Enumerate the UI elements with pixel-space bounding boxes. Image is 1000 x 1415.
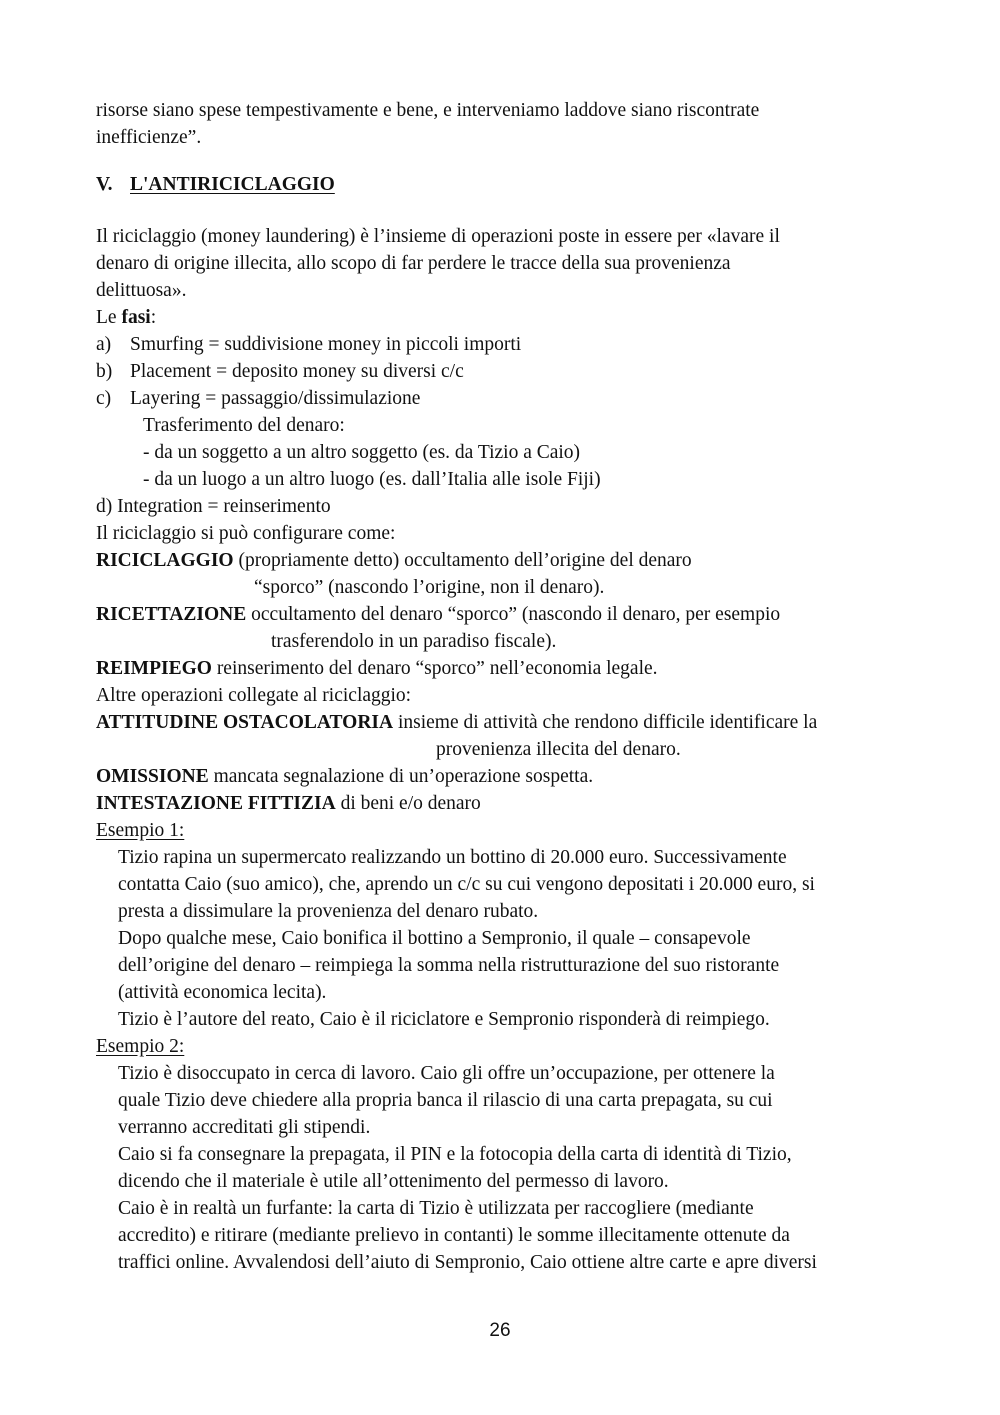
transfer-title: Trasferimento del denaro: bbox=[143, 415, 345, 436]
term-riciclaggio: RICICLAGGIO (propriamente detto) occultamento dell’origine del denaro bbox=[96, 550, 692, 571]
example-line: traffici online. Avvalendosi dell’aiuto di Sempronio, Caio ottiene altre carte e apre diversi bbox=[118, 1252, 817, 1273]
document-page bbox=[96, 97, 916, 1276]
example-title: Esempio 1: bbox=[96, 820, 185, 841]
config-intro: Il riciclaggio si può configurare come: bbox=[96, 523, 396, 544]
example-line: Tizio rapina un supermercato realizzando un bottino di 20.000 euro. Successivamente bbox=[118, 847, 787, 868]
transfer-item: - da un luogo a un altro luogo (es. dall’Italia alle isole Fiji) bbox=[143, 469, 601, 490]
example-line: dell’origine del denaro – reimpiega la somma nella ristrutturazione del suo ristorante bbox=[118, 955, 780, 976]
term-omissione: OMISSIONE mancata segnalazione di un’operazione sospetta. bbox=[96, 766, 594, 787]
example-line: Tizio è disoccupato in cerca di lavoro. Caio gli offre un’occupazione, per ottenere la bbox=[118, 1063, 775, 1084]
example-line: (attività economica lecita). bbox=[118, 982, 327, 1003]
section-heading bbox=[96, 171, 916, 198]
example-line: accredito) e ritirare (mediante prelievo in contanti) le somme illecitamente ottenute da bbox=[118, 1225, 790, 1246]
phase-item: a) Smurfing = suddivisione money in piccoli importi bbox=[96, 334, 522, 355]
example-line: contatta Caio (suo amico), che, aprendo un c/c su cui vengono depositati i 20.000 euro, si bbox=[118, 874, 815, 895]
page-number: 26 bbox=[489, 1320, 511, 1341]
definition-line: denaro di origine illecita, allo scopo di far perdere le tracce della sua provenienza bbox=[96, 253, 731, 274]
example-line: verranno accreditati gli stipendi. bbox=[118, 1117, 371, 1138]
definition-line: Il riciclaggio (money laundering) è l’insieme di operazioni poste in essere per «lavare il bbox=[96, 226, 780, 247]
phases-label: Le fasi: bbox=[96, 307, 157, 328]
term-ricettazione-cont: trasferendolo in un paradiso fiscale). bbox=[271, 631, 557, 652]
example-line: dicendo che il materiale è utile all’ottenimento del permesso di lavoro. bbox=[118, 1171, 669, 1192]
intro-line: inefficienze”. bbox=[96, 127, 202, 148]
term-attitudine: ATTITUDINE OSTACOLATORIA insieme di attività che rendono difficile identificare la bbox=[96, 712, 818, 733]
example-line: Dopo qualche mese, Caio bonifica il bottino a Sempronio, il quale – consapevole bbox=[118, 928, 751, 949]
section-title: L'ANTIRICICLAGGIO bbox=[130, 174, 335, 195]
definition-line: delittuosa». bbox=[96, 280, 187, 301]
intro-line: risorse siano spese tempestivamente e bene, e interveniamo laddove siano riscontrate bbox=[96, 100, 760, 121]
example-line: quale Tizio deve chiedere alla propria banca il rilascio di una carta prepagata, su cui bbox=[118, 1090, 773, 1111]
example-line: Caio si fa consegnare la prepagata, il PIN e la fotocopia della carta di identità di Tizio, bbox=[118, 1144, 792, 1165]
example-line: presta a dissimulare la provenienza del denaro rubato. bbox=[118, 901, 539, 922]
term-intestazione: INTESTAZIONE FITTIZIA di beni e/o denaro bbox=[96, 793, 481, 814]
example-title: Esempio 2: bbox=[96, 1036, 185, 1057]
phase-item: d) Integration = reinserimento bbox=[96, 496, 331, 517]
section-number: V. bbox=[96, 174, 113, 195]
example-line: Caio è in realtà un furfante: la carta di Tizio è utilizzata per raccogliere (mediante bbox=[118, 1198, 754, 1219]
example-line: Tizio è l’autore del reato, Caio è il riciclatore e Sempronio risponderà di reimpiego. bbox=[118, 1009, 770, 1030]
term-ricettazione: RICETTAZIONE occultamento del denaro “sporco” (nascondo il denaro, per esempio bbox=[96, 604, 781, 625]
term-attitudine-cont: provenienza illecita del denaro. bbox=[436, 739, 681, 760]
phase-item: b) Placement = deposito money su diversi c/c bbox=[96, 361, 464, 382]
phase-item: c) Layering = passaggio/dissimulazione bbox=[96, 388, 421, 409]
others-intro: Altre operazioni collegate al riciclaggio: bbox=[96, 685, 412, 706]
term-riciclaggio-cont: “sporco” (nascondo l’origine, non il denaro). bbox=[254, 577, 605, 598]
transfer-item: - da un soggetto a un altro soggetto (es. da Tizio a Caio) bbox=[143, 442, 581, 463]
term-reimpiego: REIMPIEGO reinserimento del denaro “sporco” nell’economia legale. bbox=[96, 658, 658, 679]
